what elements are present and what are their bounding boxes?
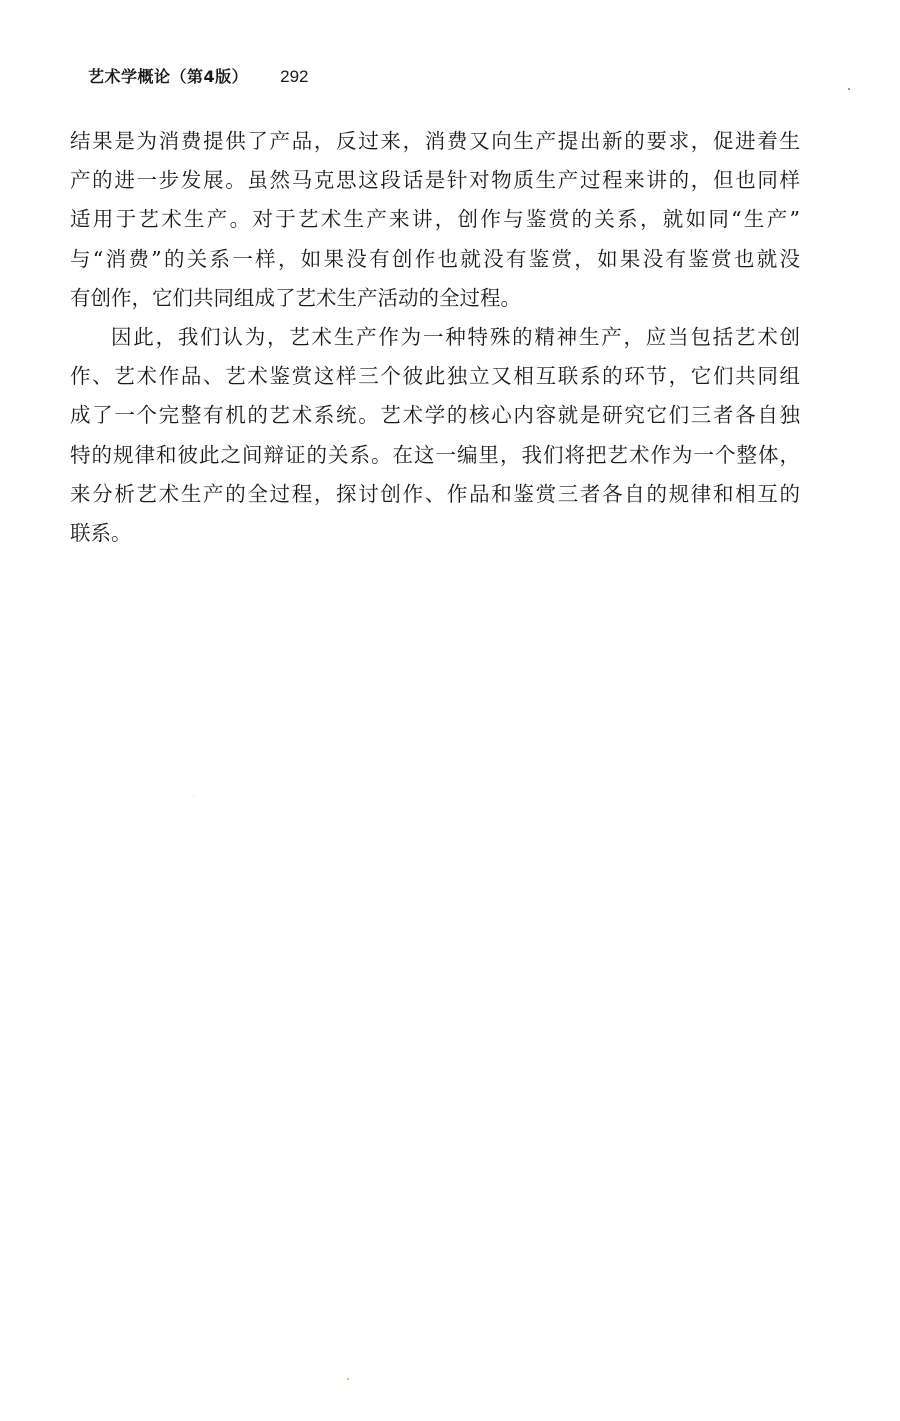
text-line: 因此，我们认为，艺术生产作为一种特殊的精神生产，应当包括艺术创: [111, 324, 800, 349]
text-line: 结果是为消费提供了产品，反过来，消费又向生产提出新的要求，促进着生: [70, 129, 800, 153]
text-line: 适用于艺术生产。对于艺术生产来讲，创作与鉴赏的关系，就如同“生产”: [70, 207, 800, 232]
text-line: 产的进一步发展。虽然马克思这段话是针对物质生产过程来讲的，但也同样: [70, 168, 800, 193]
book-title: 艺术学概论（第4版）: [88, 67, 249, 86]
text-line: 作、艺术作品、艺术鉴赏这样三个彼此独立又相互联系的环节，它们共同组: [70, 364, 800, 389]
text-line: 特的规律和彼此之间辩证的关系。在这一编里，我们将把艺术作为一个整体，: [70, 442, 800, 467]
text-line: 有创作，它们共同组成了艺术生产活动的全过程。: [70, 285, 521, 310]
text-line: 来分析艺术生产的全过程，探讨创作、作品和鉴赏三者各自的规律和相互的: [70, 481, 800, 506]
body-text: [70, 122, 800, 553]
scan-speck: [193, 795, 194, 796]
scan-speck: [347, 1378, 349, 1380]
running-head: [88, 64, 309, 90]
text-line: 与“消费”的关系一样，如果没有创作也就没有鉴赏，如果没有鉴赏也就没: [70, 246, 800, 271]
page-number: 292: [280, 67, 309, 86]
scan-speck: [848, 88, 850, 90]
text-line: 成了一个完整有机的艺术系统。艺术学的核心内容就是研究它们三者各自独: [70, 403, 800, 428]
text-line: 联系。: [70, 520, 132, 545]
